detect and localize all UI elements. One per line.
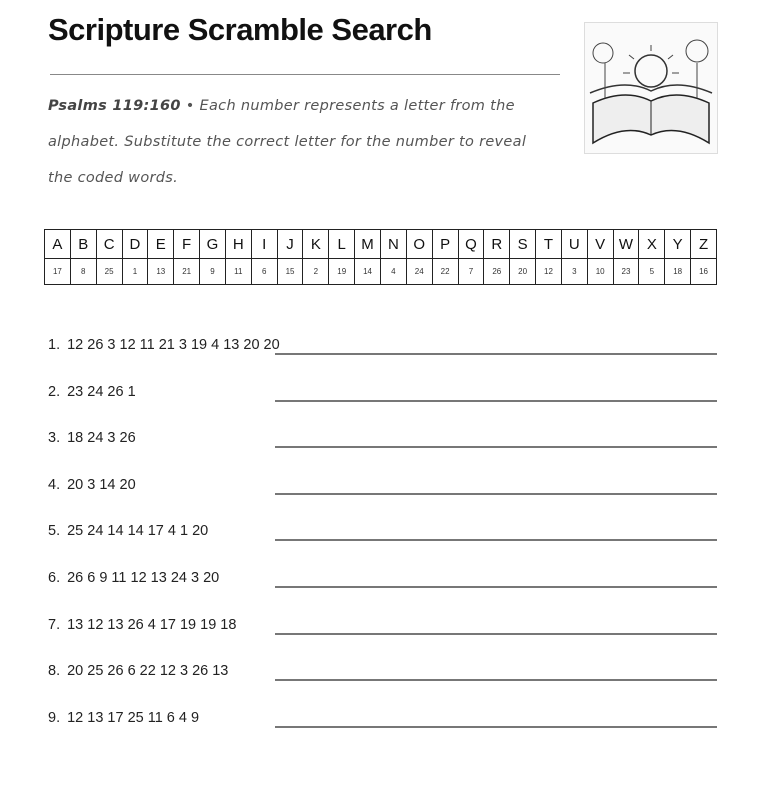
letters-row: [45, 230, 717, 259]
page-title: Scripture Scramble Search: [48, 12, 432, 47]
question-item: [48, 384, 136, 400]
answer-line[interactable]: [275, 493, 717, 495]
cipher-letter: T: [536, 230, 562, 259]
cipher-letter: Y: [665, 230, 691, 259]
cipher-number: 18: [665, 259, 691, 285]
question-item: [48, 477, 136, 493]
cipher-number: 21: [174, 259, 200, 285]
cipher-number: 22: [432, 259, 458, 285]
cipher-number: 11: [225, 259, 251, 285]
cipher-number: 6: [251, 259, 277, 285]
cipher-letter: B: [70, 230, 96, 259]
cipher-letter: I: [251, 230, 277, 259]
cipher-letter: F: [174, 230, 200, 259]
cipher-letter: H: [225, 230, 251, 259]
question-code: 13 12 13 26 4 17 19 19 18: [67, 616, 237, 633]
illustration-open-book-sunrise: [584, 22, 718, 154]
cipher-number: 10: [587, 259, 613, 285]
question-item: [48, 337, 280, 353]
cipher-letter: D: [122, 230, 148, 259]
cipher-number: 19: [329, 259, 355, 285]
cipher-number: 23: [613, 259, 639, 285]
cipher-letter: R: [484, 230, 510, 259]
cipher-letter: X: [639, 230, 665, 259]
question-code: 12 13 17 25 11 6 4 9: [67, 709, 200, 726]
cipher-number: 13: [148, 259, 174, 285]
cipher-letter: U: [561, 230, 587, 259]
question-item: [48, 430, 136, 446]
cipher-number: 26: [484, 259, 510, 285]
cipher-number: 8: [70, 259, 96, 285]
question-number: 3.: [48, 430, 61, 447]
cipher-letter: K: [303, 230, 329, 259]
cipher-letter: A: [45, 230, 71, 259]
instructions: [48, 88, 548, 196]
cipher-letter: P: [432, 230, 458, 259]
answer-line[interactable]: [275, 726, 717, 728]
numbers-row: [45, 259, 717, 285]
cipher-number: 5: [639, 259, 665, 285]
cipher-number: 1: [122, 259, 148, 285]
question-item: [48, 617, 236, 633]
question-number: 5.: [48, 523, 61, 540]
answer-line[interactable]: [275, 353, 717, 355]
cipher-letter: J: [277, 230, 303, 259]
question-item: [48, 663, 228, 679]
cipher-number: 24: [406, 259, 432, 285]
cipher-number: 16: [691, 259, 717, 285]
question-item: [48, 570, 219, 586]
answer-line[interactable]: [275, 633, 717, 635]
cipher-letter: L: [329, 230, 355, 259]
question-code: 23 24 26 1: [67, 383, 136, 400]
cipher-number: 14: [355, 259, 381, 285]
cipher-letter: O: [406, 230, 432, 259]
cipher-number: 9: [200, 259, 226, 285]
cipher-letter: W: [613, 230, 639, 259]
cipher-letter: N: [380, 230, 406, 259]
question-number: 2.: [48, 383, 61, 400]
cipher-number: 7: [458, 259, 484, 285]
question-code: 26 6 9 11 12 13 24 3 20: [67, 570, 220, 586]
cipher-letter: Z: [691, 230, 717, 259]
answer-line[interactable]: [275, 539, 717, 541]
instructions-text: Each number represents a letter from the alphabet. Substitute the correct letter for the number to reveal the coded words.: [48, 98, 527, 186]
question-number: 8.: [48, 663, 61, 680]
cipher-letter: C: [96, 230, 122, 259]
cipher-number: 2: [303, 259, 329, 285]
answer-line[interactable]: [275, 446, 717, 448]
question-number: 9.: [48, 709, 61, 726]
question-code: 12 26 3 12 11 21 3 19 4 13 20 20: [67, 337, 280, 353]
cipher-letter: G: [200, 230, 226, 259]
scripture-reference: Psalms 119:160: [48, 98, 181, 114]
cipher-number: 20: [510, 259, 536, 285]
cipher-letter: S: [510, 230, 536, 259]
question-number: 4.: [48, 476, 61, 493]
cipher-number: 15: [277, 259, 303, 285]
cipher-number: 25: [96, 259, 122, 285]
divider: [50, 74, 560, 75]
question-number: 6.: [48, 570, 61, 586]
cipher-letter: Q: [458, 230, 484, 259]
question-number: 1.: [48, 337, 61, 353]
cipher-letter: V: [587, 230, 613, 259]
cipher-number: 12: [536, 259, 562, 285]
question-code: 20 3 14 20: [67, 476, 136, 493]
answer-line[interactable]: [275, 400, 717, 402]
cipher-letter: M: [355, 230, 381, 259]
question-code: 20 25 26 6 22 12 3 26 13: [67, 663, 229, 680]
cipher-number: 4: [380, 259, 406, 285]
cipher-key-table: [44, 229, 717, 285]
cipher-number: 3: [561, 259, 587, 285]
answer-line[interactable]: [275, 586, 717, 588]
question-item: [48, 710, 199, 726]
question-item: [48, 523, 208, 539]
separator: •: [185, 98, 195, 114]
question-code: 25 24 14 14 17 4 1 20: [67, 523, 209, 540]
question-number: 7.: [48, 616, 61, 633]
cipher-letter: E: [148, 230, 174, 259]
cipher-number: 17: [45, 259, 71, 285]
question-code: 18 24 3 26: [67, 430, 136, 447]
answer-line[interactable]: [275, 679, 717, 681]
